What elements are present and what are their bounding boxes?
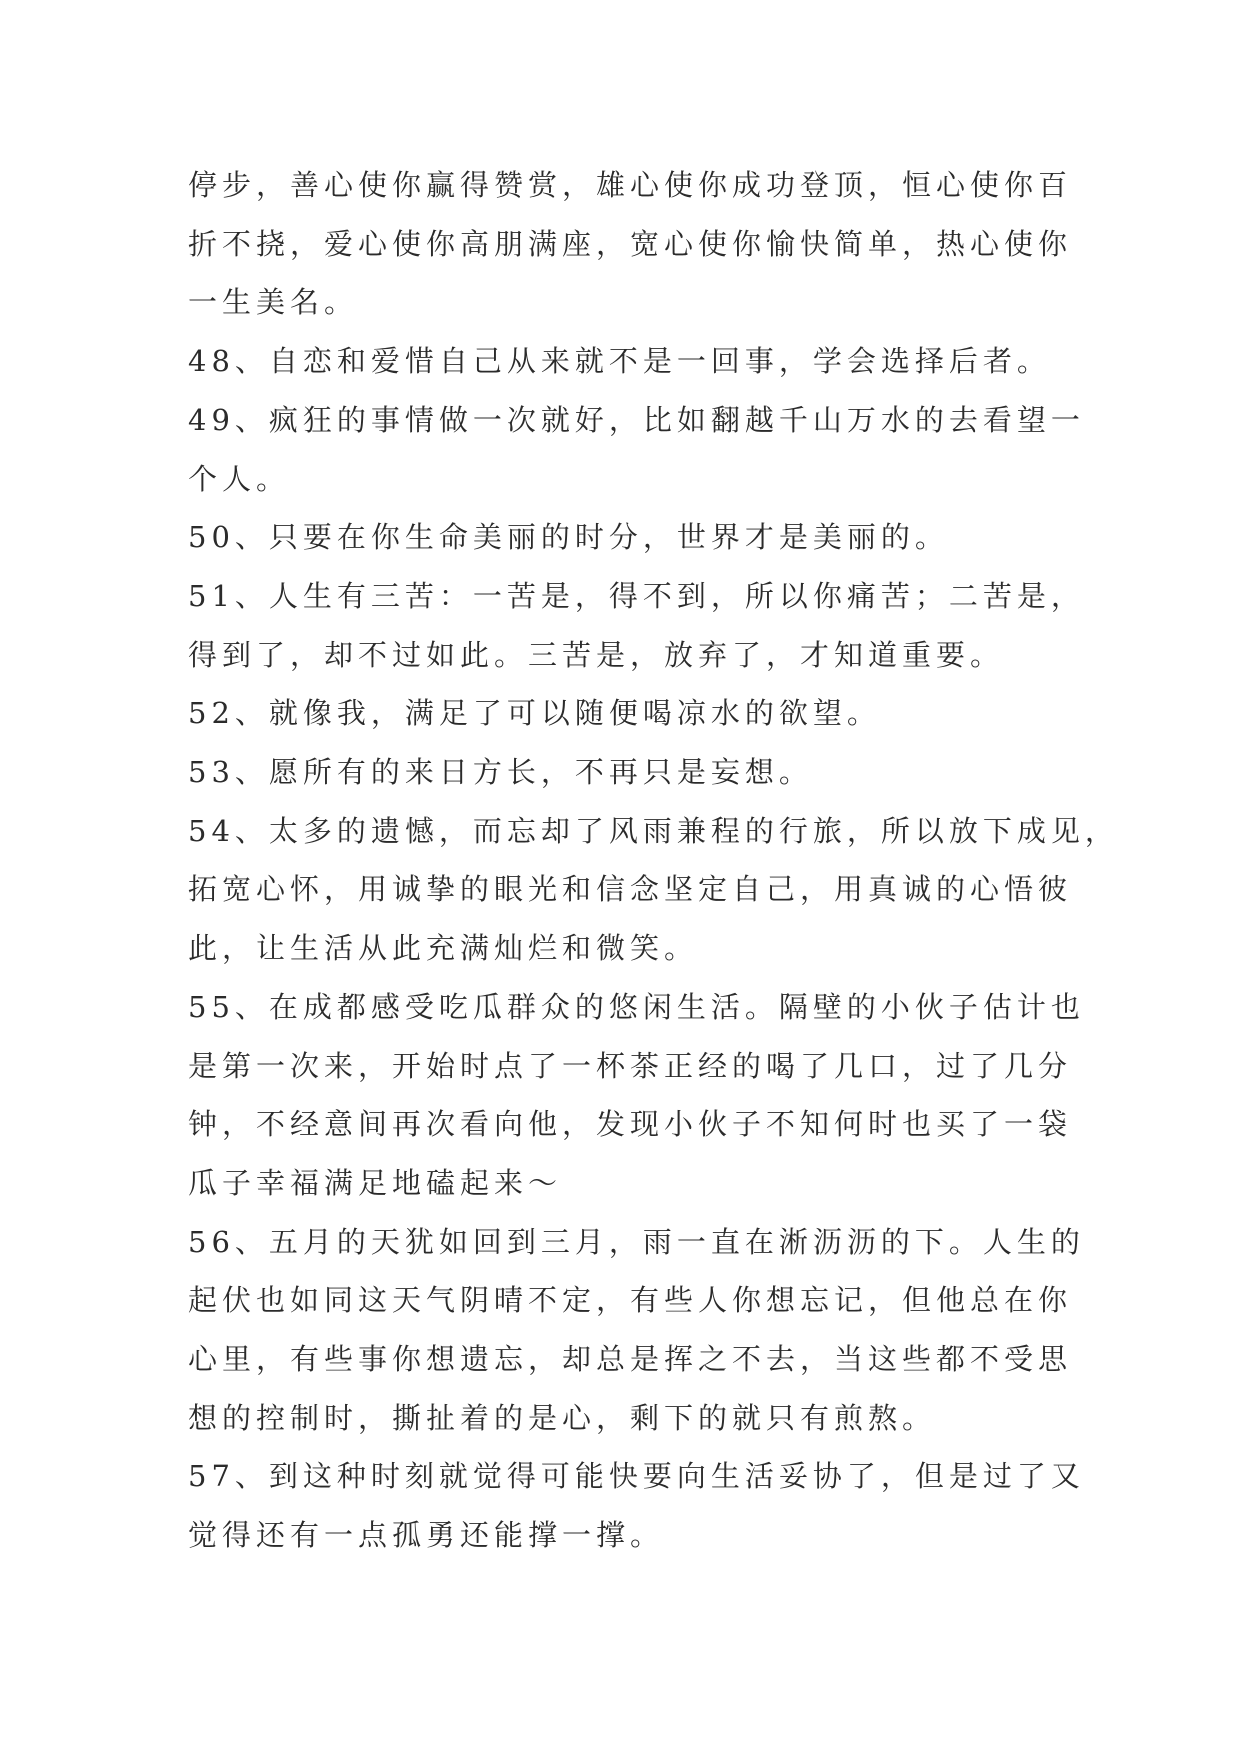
text-line: 49、疯狂的事情做一次就好，比如翻越千山万水的去看望一	[188, 402, 1085, 437]
text-line: 此，让生活从此充满灿烂和微笑。	[188, 931, 699, 966]
text-line: 一生美名。	[188, 285, 359, 320]
text-line: 51、人生有三苦：一苦是，得不到，所以你痛苦；二苦是，	[188, 578, 1085, 613]
text-line: 停步，善心使你赢得赞赏，雄心使你成功登顶，恒心使你百	[188, 168, 1073, 202]
text-line: 得到了，却不过如此。三苦是，放弃了，才知道重要。	[188, 637, 1005, 672]
text-line: 觉得还有一点孤勇还能撑一撑。	[188, 1518, 665, 1553]
text-line: 57、到这种时刻就觉得可能快要向生活妥协了，但是过了又	[188, 1459, 1085, 1494]
text-line: 钟，不经意间再次看向他，发现小伙子不知何时也买了一袋	[188, 1107, 1073, 1142]
text-line: 瓜子幸福满足地磕起来～	[188, 1165, 563, 1200]
text-line: 54、太多的遗憾，而忘却了风雨兼程的行旅，所以放下成见，	[188, 813, 1119, 848]
text-line: 55、在成都感受吃瓜群众的悠闲生活。隔壁的小伙子估计也	[188, 989, 1085, 1024]
text-line: 想的控制时，撕扯着的是心，剩下的就只有煎熬。	[188, 1400, 937, 1435]
text-line: 52、就像我，满足了可以随便喝凉水的欲望。	[188, 696, 881, 731]
text-line: 折不挠，爱心使你高朋满座，宽心使你愉快简单，热心使你	[188, 226, 1073, 261]
text-line: 56、五月的天犹如回到三月，雨一直在淅沥沥的下。人生的	[188, 1224, 1085, 1259]
text-line: 个人。	[188, 461, 291, 496]
text-line: 拓宽心怀，用诚挚的眼光和信念坚定自己，用真诚的心悟彼	[188, 872, 1073, 907]
text-line: 心里，有些事你想遗忘，却总是挥之不去，当这些都不受思	[188, 1342, 1073, 1377]
text-line: 48、自恋和爱惜自己从来就不是一回事，学会选择后者。	[188, 344, 1051, 379]
document-body	[188, 156, 1119, 1565]
text-line: 50、只要在你生命美丽的时分，世界才是美丽的。	[188, 520, 949, 555]
text-line: 是第一次来，开始时点了一杯茶正经的喝了几口，过了几分	[188, 1048, 1073, 1083]
text-line: 53、愿所有的来日方长，不再只是妄想。	[188, 755, 813, 790]
text-line: 起伏也如同这天气阴晴不定，有些人你想忘记，但他总在你	[188, 1283, 1073, 1318]
